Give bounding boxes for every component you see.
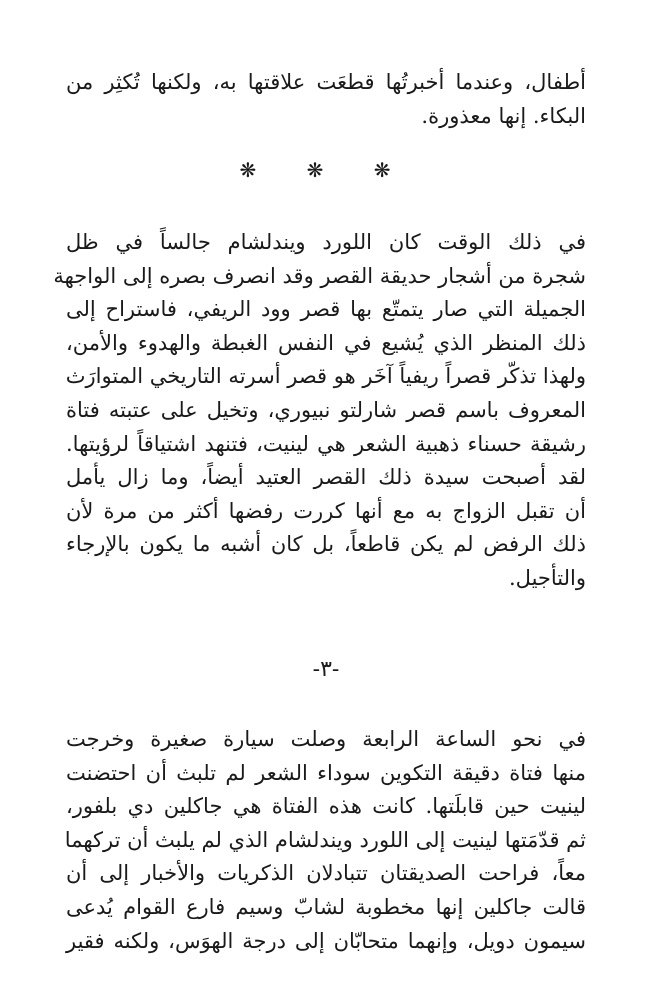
text-line: منها فتاة دقيقة التكوين سوداء الشعر لم تلبث أن احتضنت <box>66 760 586 785</box>
text-line: قالت جاكلين إنها مخطوبة لشابّ وسيم فارع القوام يُدعى <box>66 894 586 919</box>
text-line: والتأجيل. <box>508 565 586 590</box>
text-line: في نحو الساعة الرابعة وصلت سيارة صغيرة وخرجت <box>66 727 586 751</box>
paragraph-3 <box>66 723 586 958</box>
text-line: المعروف باسم قصر شارلتو نبيوري، وتخيل على عتبته فتاة <box>66 397 586 422</box>
paragraph-2 <box>53 226 586 596</box>
text-line: شجرة من أشجار حديقة القصر وقد انصرف بصره إلى الواجهة <box>53 263 586 288</box>
text-line: ذلك المنظر الذي يُشيع في النفس الغبطة والهدوء والأمن، <box>66 330 586 355</box>
paragraph-1 <box>66 66 586 133</box>
text-line: في ذلك الوقت كان اللورد ويندلشام جالساً في ظل <box>66 230 586 254</box>
text-line: معاً، فراحت الصديقتان تتبادلان الذكريات والأخبار إلى أن <box>66 861 586 886</box>
text-line: لينيت حين قابلَتها. كانت هذه الفتاة هي جاكلين دي بلفور، <box>66 794 586 819</box>
text-line: ثم قدّمَتها لينيت إلى اللورد ويندلشام الذي لم يلبث أن تركهما <box>64 827 586 852</box>
text-line: أن تقبل الزواج به مع أنها كررت رفضها أكثر من مرة لأن <box>66 498 586 523</box>
text-line: ذلك الرفض لم يكن قاطعاً، بل كان أشبه ما يكون بالإرجاء <box>66 532 586 557</box>
chapter-heading: -٣- <box>312 657 340 682</box>
text-line: الجميلة التي صار يتمتّع بها قصر وود الريفي، فاستراح إلى <box>66 297 586 322</box>
section-separator: ❋ ❋ ❋ <box>239 158 413 182</box>
text-line: سيمون دويل، وإنهما متحابّان إلى درجة الهوَس، ولكنه فقير <box>66 928 586 953</box>
text-line: ولهذا تذكّر قصراً ريفياً آخَر هو قصر أسرته التاريخي المتوارَث <box>65 364 586 389</box>
text-line: البكاء. إنها معذورة. <box>421 103 586 128</box>
text-line: رشيقة حسناء ذهبية الشعر هي لينيت، فتنهد اشتياقاً لرؤيتها. <box>66 431 586 456</box>
text-line: أطفال، وعندما أخبرتُها قطعَت علاقتها به، ولكنها تُكثِر من <box>66 70 586 94</box>
text-line: لقد أصبحت سيدة ذلك القصر العتيد أيضاً، وما زال يأمل <box>66 465 586 490</box>
